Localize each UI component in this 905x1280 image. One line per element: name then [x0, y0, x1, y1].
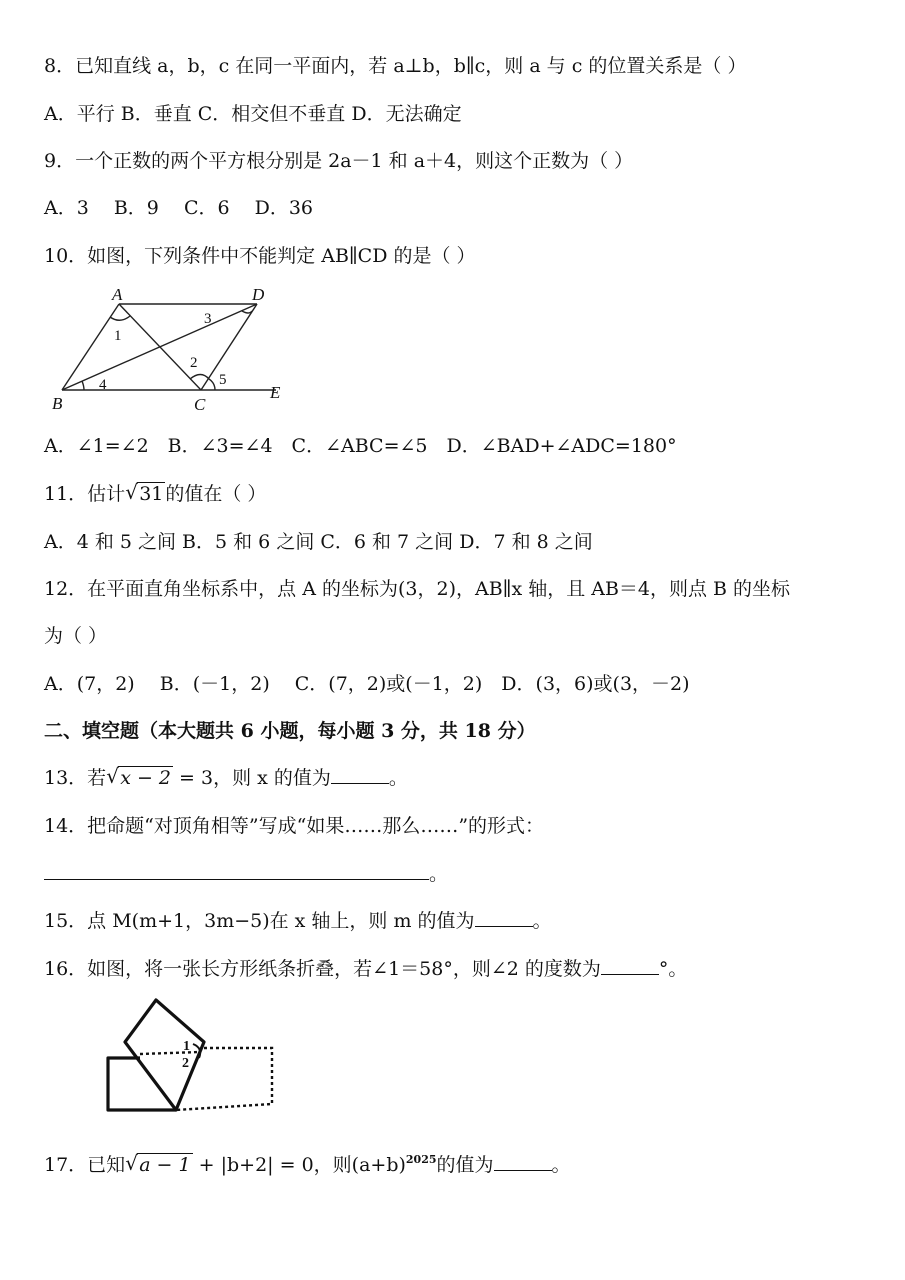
- angle-label-3: 3: [204, 311, 212, 327]
- q17-end: 。: [551, 1154, 571, 1176]
- q17: [44, 1146, 571, 1179]
- q16-answer-blank[interactable]: [601, 956, 659, 975]
- q12-options: A．(7，2) B．(－1，2) C．(7，2)或(－1，2) D．(3，6)或(3，－2): [44, 673, 690, 695]
- q8-options: A．平行 B．垂直 C．相交但不垂直 D．无法确定: [44, 103, 462, 125]
- q14-end: 。: [429, 863, 449, 885]
- q11-sqrt: √ 31: [125, 480, 164, 505]
- q17-pre: 17．已知: [44, 1154, 126, 1176]
- q16-angle-label-2: 2: [182, 1056, 189, 1071]
- q16-figure: [100, 998, 280, 1116]
- q14-answer-line: [44, 860, 448, 888]
- q13-end: 。: [388, 767, 408, 789]
- q15-end: 。: [532, 910, 552, 932]
- folded-flap: [125, 1000, 204, 1110]
- q11-stem: [44, 480, 266, 508]
- q12-stem-line2: 为（ ）: [44, 625, 108, 647]
- q16-end: °。: [658, 958, 688, 980]
- section2-title: 二、填空题（本大题共 6 小题，每小题 3 分，共 18 分）: [44, 720, 536, 742]
- label-C: C: [194, 395, 206, 414]
- q11-post: 的值在（ ）: [165, 483, 267, 505]
- label-E: E: [270, 383, 281, 402]
- q8-stem: 8．已知直线 a，b，c 在同一平面内，若 a⊥b，b∥c，则 a 与 c 的位置关系是（ ）: [44, 55, 747, 77]
- q17-post: 的值为: [436, 1154, 494, 1176]
- q9-options: A．3 B．9 C．6 D．36: [44, 197, 314, 219]
- q9-stem: 9．一个正数的两个平方根分别是 2a－1 和 a＋4，则这个正数为（ ）: [44, 150, 634, 172]
- q13-answer-blank[interactable]: [331, 765, 389, 784]
- angle-arc-1: [110, 316, 130, 320]
- angle-label-1: 1: [114, 328, 122, 344]
- q13-pre: 13．若: [44, 767, 107, 789]
- q10-stem: 10．如图，下列条件中不能判定 AB∥CD 的是（ ）: [44, 245, 476, 267]
- angle-arc-4: [82, 381, 84, 390]
- q12-stem-line1: 12．在平面直角坐标系中，点 A 的坐标为(3，2)，AB∥x 轴，且 AB＝4，则点 B 的坐标: [44, 578, 791, 600]
- q13-radicand: x − 2: [120, 767, 171, 789]
- q16-pre: 16．如图，将一张长方形纸条折叠，若∠1＝58°，则∠2 的度数为: [44, 958, 601, 980]
- q14-stem: 14．把命题“对顶角相等”写成“如果……那么……”的形式：: [44, 815, 545, 837]
- angle-label-4: 4: [99, 377, 107, 393]
- q10-options: A．∠1=∠2 B．∠3=∠4 C．∠ABC=∠5 D．∠BAD+∠ADC=180°: [44, 435, 677, 457]
- angle-arc-3: [242, 311, 252, 313]
- q17-mid: + |b+2| = 0，则(a+b): [192, 1154, 406, 1176]
- strip-inner-dotted: [140, 1052, 200, 1054]
- segment-AC: [119, 304, 201, 390]
- q15: [44, 907, 552, 935]
- q11-radicand: 31: [139, 483, 164, 505]
- label-A: A: [112, 285, 123, 304]
- angle-label-2: 2: [190, 355, 198, 371]
- q13-sqrt: √ x − 2: [106, 764, 171, 789]
- q17-sqrt: √ a − 1: [125, 1151, 191, 1176]
- q17-exponent: 2025: [405, 1153, 437, 1166]
- q11-pre: 11．估计: [44, 483, 126, 505]
- q13: [44, 764, 408, 792]
- q11-options: A．4 和 5 之间 B．5 和 6 之间 C．6 和 7 之间 D．7 和 8 之间: [44, 531, 593, 553]
- angle-arc-5: [209, 379, 215, 390]
- q13-post: = 3，则 x 的值为: [173, 767, 331, 789]
- q15-pre: 15．点 M(m+1，3m−5)在 x 轴上，则 m 的值为: [44, 910, 475, 932]
- label-B: B: [52, 394, 63, 413]
- q17-radicand: a − 1: [139, 1154, 191, 1176]
- q16-angle-label-1: 1: [183, 1039, 190, 1054]
- label-D: D: [252, 285, 265, 304]
- q10-figure: [44, 282, 304, 418]
- angle-label-5: 5: [219, 372, 227, 388]
- q16: [44, 955, 687, 983]
- angle-arc-2: [190, 375, 209, 380]
- q17-answer-blank[interactable]: [494, 1152, 552, 1171]
- q15-answer-blank[interactable]: [475, 908, 533, 927]
- q14-answer-blank[interactable]: [44, 861, 429, 880]
